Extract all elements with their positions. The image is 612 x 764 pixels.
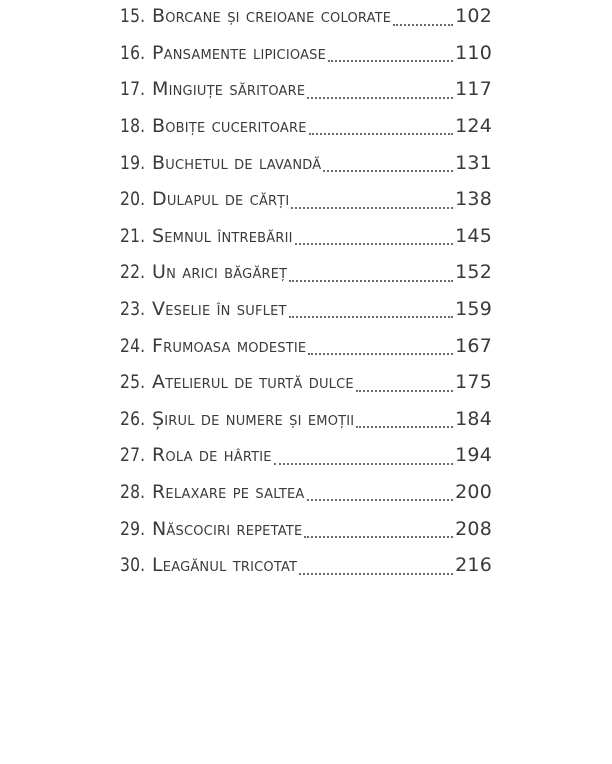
toc-entry-17[interactable]	[120, 71, 492, 108]
dot-leader	[289, 315, 453, 318]
toc-entry-number: 17.	[120, 78, 146, 101]
toc-entry-16[interactable]	[120, 35, 492, 72]
toc-entry-page: 145	[455, 224, 492, 247]
toc-entry-title: Atelierul de turtă dulce	[152, 371, 354, 394]
toc-entry-title: Șirul de numere și emoții	[152, 407, 355, 430]
toc-entry-number: 26.	[120, 407, 146, 430]
toc-entry-number: 22.	[120, 261, 146, 284]
toc-entry-19[interactable]	[120, 144, 492, 181]
toc-entry-title: Rola de hârtie	[152, 444, 272, 467]
toc-entry-title: Borcane și creioane colorate	[152, 5, 392, 28]
dot-leader	[274, 462, 453, 465]
dot-leader	[289, 279, 453, 282]
toc-entry-page: 175	[455, 371, 492, 394]
toc-entry-18[interactable]	[120, 108, 492, 145]
toc-entry-title: Semnul întrebării	[152, 224, 293, 247]
toc-entry-number: 24.	[120, 334, 146, 357]
toc-entry-title: Frumoasa modestie	[152, 334, 307, 357]
toc-entry-number: 19.	[120, 151, 146, 174]
toc-entry-number: 21.	[120, 224, 146, 247]
toc-entry-page: 208	[455, 517, 492, 540]
toc-entry-number: 30.	[120, 554, 146, 577]
toc-entry-page: 159	[455, 298, 492, 321]
toc-entry-21[interactable]	[120, 218, 492, 255]
toc-entry-number: 15.	[120, 5, 146, 28]
toc-entry-number: 23.	[120, 298, 146, 321]
dot-leader	[323, 169, 453, 172]
toc-entry-title: Relaxare pe saltea	[152, 481, 305, 504]
dot-leader	[328, 59, 453, 62]
dot-leader	[299, 572, 453, 575]
toc-entry-page: 200	[455, 481, 492, 504]
toc-entry-number: 28.	[120, 481, 146, 504]
dot-leader	[291, 206, 453, 209]
toc-entry-title: Veselie în suflet	[152, 298, 287, 321]
toc-entry-page: 117	[455, 78, 492, 101]
toc-entry-number: 29.	[120, 517, 146, 540]
dot-leader	[308, 352, 453, 355]
dot-leader	[307, 96, 453, 99]
dot-leader	[356, 425, 453, 428]
dot-leader	[393, 23, 453, 26]
toc-entry-title: Dulapul de cărți	[152, 188, 290, 211]
toc-entry-title: Bobițe cuceritoare	[152, 115, 307, 138]
toc-entry-title: Mingiuțe săritoare	[152, 78, 306, 101]
toc-entry-page: 102	[455, 5, 492, 28]
toc-entry-number: 16.	[120, 41, 146, 64]
toc-entry-title: Buchetul de lavandă	[152, 151, 322, 174]
dot-leader	[295, 242, 453, 245]
toc-entry-page: 110	[455, 41, 492, 64]
table-of-contents	[120, 0, 492, 584]
dot-leader	[309, 132, 453, 135]
toc-entry-number: 18.	[120, 115, 146, 138]
toc-entry-number: 25.	[120, 371, 146, 394]
toc-entry-title: Născociri repetate	[152, 517, 303, 540]
toc-entry-title: Leagănul tricotat	[152, 554, 298, 577]
dot-leader	[304, 535, 453, 538]
toc-entry-title: Pansamente lipicioase	[152, 41, 327, 64]
dot-leader	[356, 389, 453, 392]
toc-entry-number: 27.	[120, 444, 146, 467]
toc-entry-30[interactable]	[120, 547, 492, 584]
toc-entry-22[interactable]	[120, 254, 492, 291]
toc-entry-page: 184	[455, 407, 492, 430]
toc-entry-20[interactable]	[120, 181, 492, 218]
dot-leader	[307, 498, 454, 501]
toc-entry-25[interactable]	[120, 364, 492, 401]
toc-entry-27[interactable]	[120, 437, 492, 474]
toc-entry-page: 131	[455, 151, 492, 174]
toc-entry-23[interactable]	[120, 291, 492, 328]
toc-entry-page: 152	[455, 261, 492, 284]
toc-entry-26[interactable]	[120, 401, 492, 438]
toc-entry-28[interactable]	[120, 474, 492, 511]
toc-entry-page: 124	[455, 115, 492, 138]
toc-entry-24[interactable]	[120, 327, 492, 364]
toc-entry-page: 138	[455, 188, 492, 211]
toc-entry-15[interactable]	[120, 0, 492, 35]
toc-entry-number: 20.	[120, 188, 146, 211]
toc-entry-29[interactable]	[120, 510, 492, 547]
toc-entry-title: Un arici băgăreț	[152, 261, 288, 284]
toc-entry-page: 216	[455, 554, 492, 577]
toc-entry-page: 167	[455, 334, 492, 357]
toc-entry-page: 194	[455, 444, 492, 467]
